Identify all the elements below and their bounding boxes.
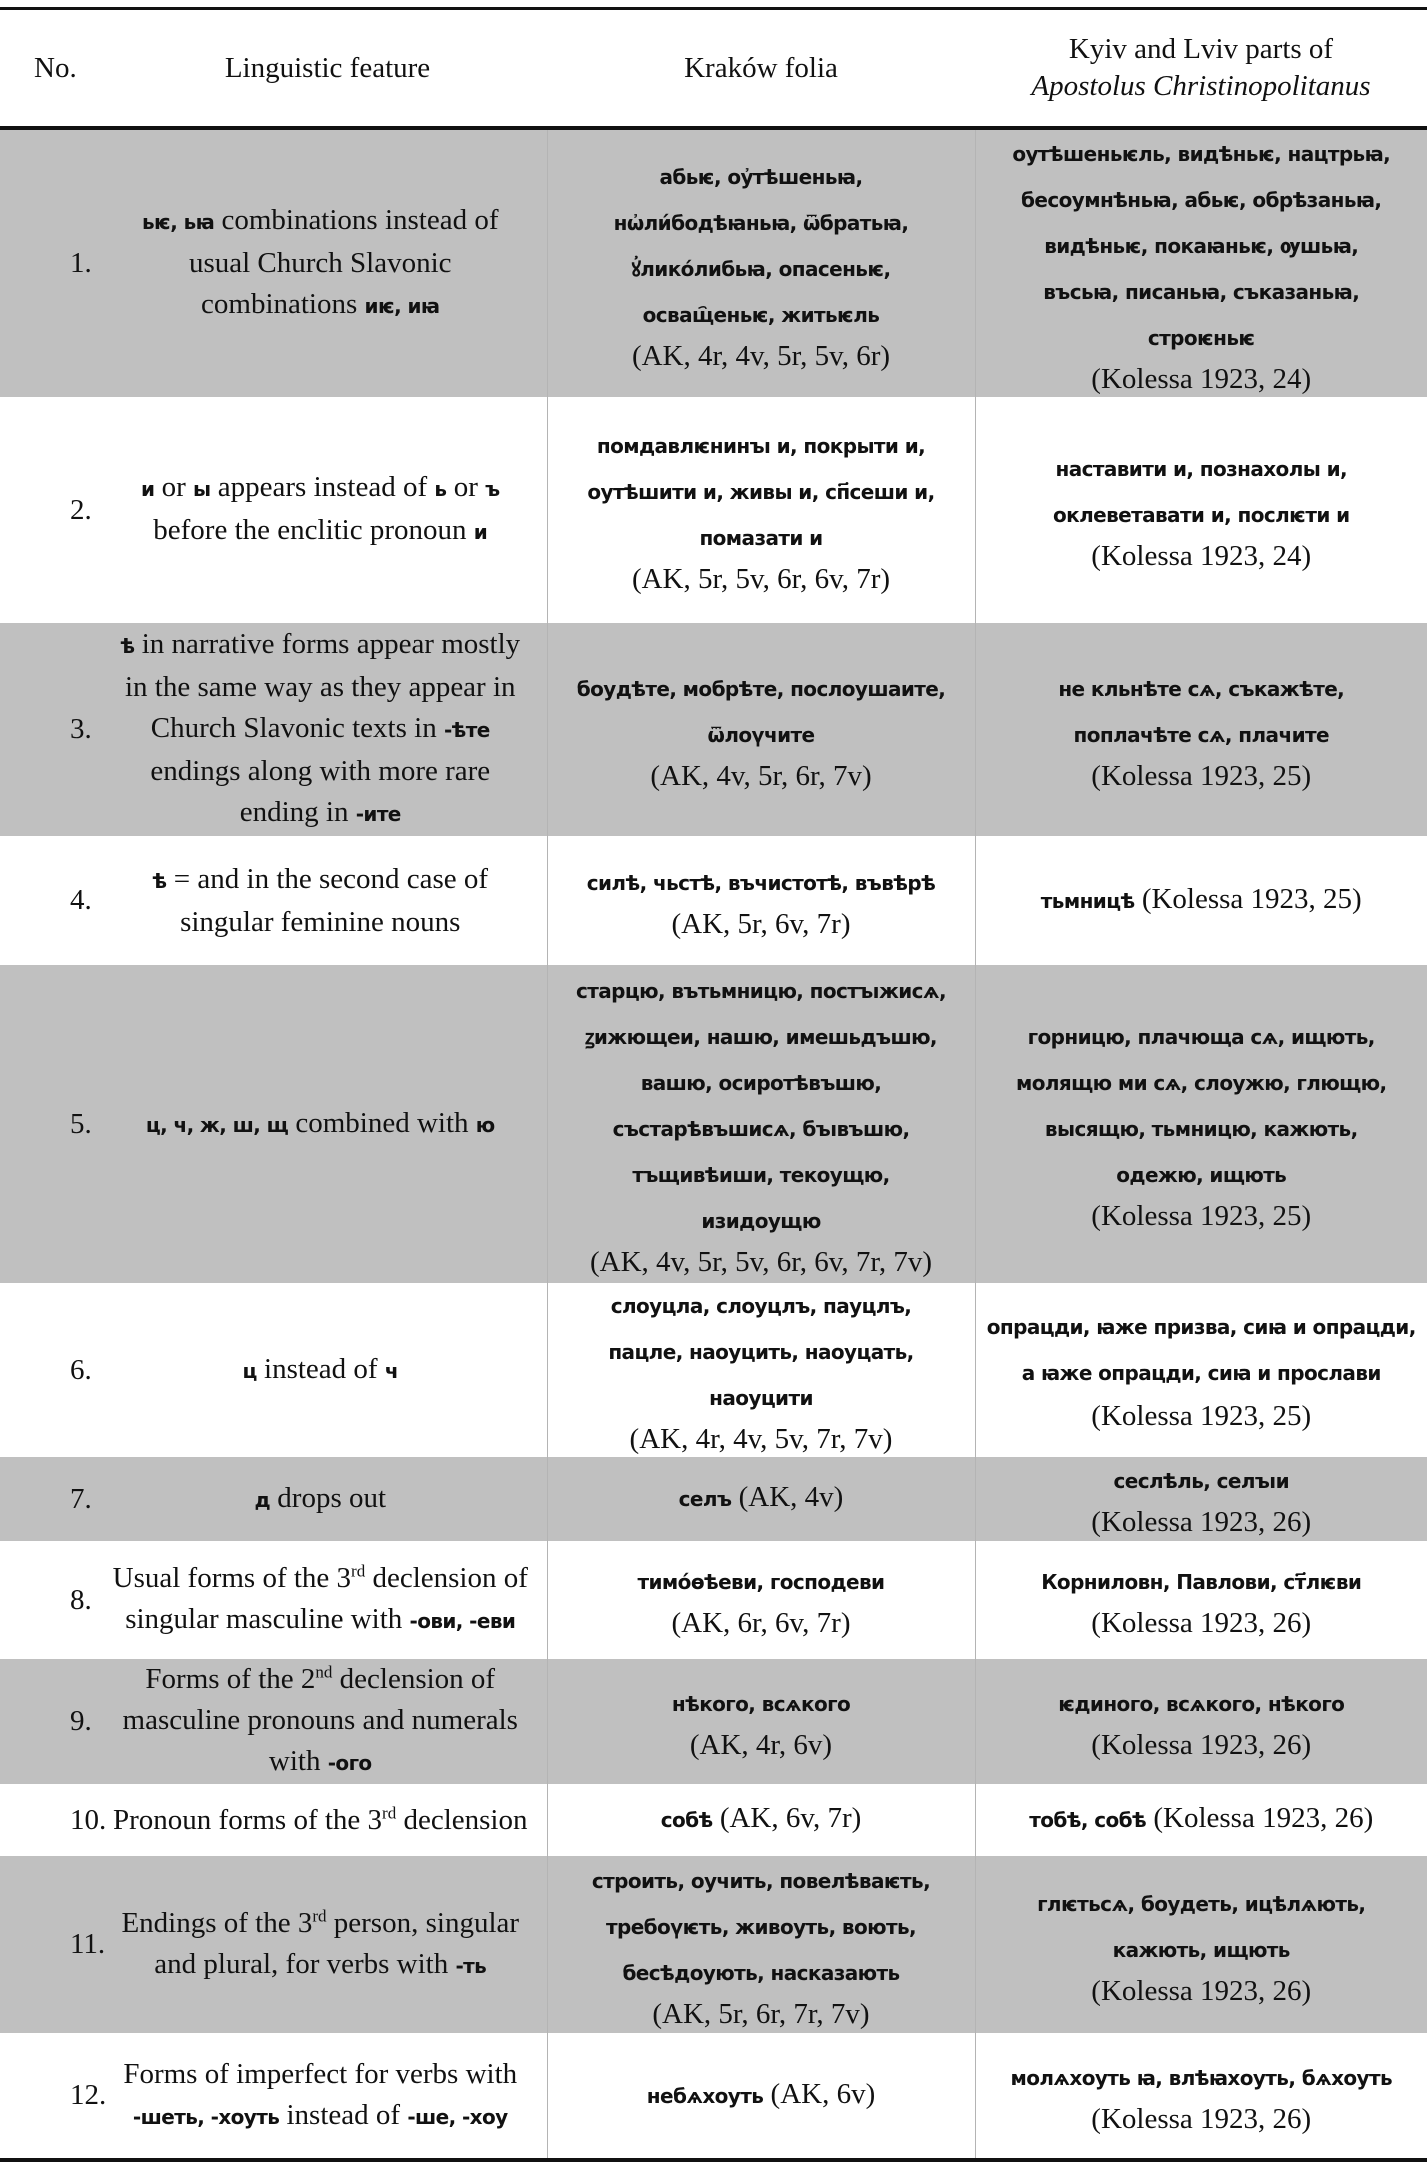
- church-slavonic-form: ю: [475, 1112, 495, 1137]
- kyiv-forms: Корниловн, Павлови, ст҃лѥви: [1041, 1570, 1362, 1594]
- feature-text: endings along with more rare ending in: [150, 755, 491, 828]
- kyiv-reference: (Kolessa 1923, 25): [1091, 759, 1312, 792]
- feature-text: person, singular and plural, for verbs with: [154, 1906, 520, 1980]
- krakow-forms: небѧхоуть: [646, 2083, 764, 2108]
- kyiv-cell: [975, 623, 1427, 836]
- kyiv-forms: сеслѣль, селъıи: [1113, 1469, 1289, 1493]
- feature-text: rd: [312, 1905, 327, 1925]
- feature-text: Endings of the 3: [121, 1906, 313, 1939]
- kyiv-reference: (Kolessa 1923, 26): [1091, 2102, 1312, 2135]
- table-row: [0, 1541, 1427, 1659]
- krakow-reference: (AK, 6v): [770, 2077, 876, 2110]
- kyiv-reference: (Kolessa 1923, 25): [1141, 882, 1362, 915]
- church-slavonic-form: -ть: [455, 1953, 487, 1978]
- church-slavonic-form: иѥ, иꙗ: [364, 294, 440, 318]
- feature-text: or: [154, 471, 194, 503]
- church-slavonic-form: -ше, -хоу: [407, 2104, 508, 2129]
- header-kyiv-line2: Apostolus Christinopolitanus: [1031, 70, 1371, 102]
- kyiv-cell: [975, 1283, 1427, 1457]
- feature-text: combinations instead of usual Church Slavonic combinations: [188, 204, 499, 320]
- kyiv-cell: [975, 1457, 1427, 1541]
- table-row: [0, 128, 1427, 397]
- feature-text: declension: [396, 1803, 528, 1836]
- church-slavonic-form: и: [473, 520, 488, 544]
- krakow-cell: [547, 1784, 975, 1856]
- feature-cell: [108, 1784, 547, 1856]
- kyiv-cell: [975, 1541, 1427, 1659]
- kyiv-cell: [975, 128, 1427, 397]
- row-number: 6.: [0, 1283, 108, 1457]
- kyiv-reference: (Kolessa 1923, 25): [1091, 1399, 1312, 1432]
- krakow-reference: (AK, 4r, 4v, 5v, 7r, 7v): [629, 1423, 893, 1455]
- header-kyiv-line1: Kyiv and Lviv parts of: [1068, 33, 1334, 65]
- church-slavonic-form: -ого: [327, 1751, 372, 1775]
- church-slavonic-form: -ови, -еви: [409, 1609, 516, 1633]
- krakow-forms: абьѥ, оу҆тѣшеньꙗ, нѡ҆ли́бодѣꙗньꙗ, ѿбратьꙗ, ꙋ҆лико́либьꙗ, опасеньѥ, осващ҄еньѥ, житьѥль: [613, 164, 909, 327]
- row-number: 4.: [0, 836, 108, 965]
- kyiv-reference: (Kolessa 1923, 26): [1091, 1506, 1312, 1538]
- church-slavonic-form: ѣ: [120, 634, 135, 658]
- kyiv-cell: [975, 2033, 1427, 2160]
- table-body: [0, 128, 1427, 2160]
- church-slavonic-form: ц, ч, ж, ш, щ: [145, 1112, 289, 1137]
- feature-cell: [108, 1541, 547, 1659]
- krakow-reference: (AK, 6v, 7r): [719, 1802, 862, 1834]
- church-slavonic-form: ы: [193, 477, 211, 501]
- table-row: [0, 965, 1427, 1283]
- krakow-cell: [547, 2033, 975, 2160]
- table-row: [0, 1784, 1427, 1856]
- krakow-cell: [547, 128, 975, 397]
- table-row: [0, 836, 1427, 965]
- kyiv-reference: (Kolessa 1923, 26): [1153, 1802, 1374, 1834]
- feature-text: instead of: [256, 1352, 385, 1385]
- krakow-reference: (AK, 4r, 6v): [689, 1728, 833, 1761]
- kyiv-forms: тобѣ, собѣ: [1029, 1808, 1147, 1832]
- church-slavonic-form: ь: [434, 477, 447, 501]
- krakow-forms: собѣ: [660, 1808, 713, 1832]
- krakow-forms: помдавлѥнинъı и, покрыти и, оутѣшити и, живы и, сп҃сеши и, помазати и: [587, 434, 935, 550]
- header-krakow: Kraków folia: [547, 10, 975, 128]
- krakow-cell: [547, 965, 975, 1283]
- kyiv-cell: [975, 965, 1427, 1283]
- linguistic-features-table: [0, 10, 1427, 2162]
- krakow-cell: [547, 1659, 975, 1784]
- feature-text: = and in the second case of singular feminine nouns: [166, 862, 489, 938]
- krakow-cell: [547, 1457, 975, 1541]
- kyiv-forms: молѧхоуть ꙗ, влѣꙗхоуть, бѧхоуть: [1010, 2065, 1393, 2090]
- feature-text: Forms of imperfect for verbs with: [123, 2057, 518, 2090]
- krakow-reference: (AK, 5r, 6v, 7r): [671, 907, 851, 940]
- church-slavonic-form: ъ: [485, 477, 500, 501]
- kyiv-reference: (Kolessa 1923, 24): [1091, 540, 1312, 572]
- kyiv-cell: [975, 397, 1427, 623]
- krakow-forms: строить, оучить, повелѣваѥть, требоүѥть, живоуть, воють, бесѣдоують, насказають: [591, 1868, 931, 1985]
- row-number: 11.: [0, 1856, 108, 2033]
- row-number: 12.: [0, 2033, 108, 2160]
- kyiv-forms: ѥдиного, всѧкого, нѣкого: [1058, 1691, 1345, 1716]
- krakow-forms: тимо́ѳѣеви, господеви: [637, 1570, 885, 1594]
- table-row: [0, 2033, 1427, 2160]
- row-number: 10.: [0, 1784, 108, 1856]
- header-row: [0, 10, 1427, 128]
- krakow-cell: [547, 836, 975, 965]
- kyiv-forms: оутѣшеньѥль, видѣньѥ, нацтрьꙗ, бесоумнѣньꙗ, абьѥ, обрѣзаньꙗ, видѣньѥ, покаꙗньѥ, ѹшьꙗ, въсьꙗ, писаньꙗ, съказаньꙗ, строѥньѥ: [1012, 141, 1391, 350]
- feature-cell: [108, 2033, 547, 2160]
- feature-text: in narrative forms appear mostly in the same way as they appear in Church Slavonic texts in: [124, 628, 521, 744]
- feature-cell: [108, 965, 547, 1283]
- feature-cell: [108, 1457, 547, 1541]
- church-slavonic-form: ѣ: [152, 868, 167, 893]
- row-number: 7.: [0, 1457, 108, 1541]
- table-row: [0, 623, 1427, 836]
- header-feature: Linguistic feature: [108, 10, 547, 128]
- feature-text: rd: [382, 1802, 397, 1822]
- feature-cell: [108, 1856, 547, 2033]
- table-row: [0, 1856, 1427, 2033]
- kyiv-reference: (Kolessa 1923, 24): [1091, 362, 1312, 395]
- kyiv-forms: горницю, плачюща сѧ, ищють, молящю ми сѧ, слоужю, глющю, высящю, тьмницю, кажють, одежю, ищють: [1015, 1025, 1387, 1187]
- row-number: 2.: [0, 397, 108, 623]
- krakow-reference: (AK, 4v, 5r, 6r, 7v): [650, 759, 872, 792]
- kyiv-cell: [975, 1659, 1427, 1784]
- church-slavonic-form: -шеть, -хоуть: [132, 2104, 280, 2129]
- church-slavonic-form: и: [140, 477, 155, 501]
- kyiv-forms: глѥтьсѧ, боудеть, ицѣлѧють, кажють, ищють: [1037, 1891, 1366, 1962]
- church-slavonic-form: -ите: [355, 802, 401, 826]
- feature-text: Pronoun forms of the 3: [113, 1803, 383, 1836]
- krakow-forms: старцю, вътьмницю, постъıжисѧ, ꙁижющеи, нашю, имешьдъшю, вашю, осиротѣвъшю, състарѣвъшисѧ, бъıвъшю, тъщивѣиши, текоущю, изидоущю: [576, 979, 946, 1233]
- church-slavonic-form: ц: [242, 1358, 257, 1383]
- feature-cell: [108, 623, 547, 836]
- row-number: 8.: [0, 1541, 108, 1659]
- kyiv-cell: [975, 836, 1427, 965]
- feature-text: Usual forms of the 3: [112, 1562, 352, 1594]
- feature-text: nd: [315, 1662, 333, 1682]
- krakow-forms: нѣкого, всѧкого: [671, 1691, 851, 1716]
- kyiv-cell: [975, 1784, 1427, 1856]
- feature-cell: [108, 397, 547, 623]
- krakow-cell: [547, 1283, 975, 1457]
- krakow-reference: (AK, 4v, 5r, 5v, 6r, 6v, 7r, 7v): [589, 1246, 933, 1278]
- feature-text: before the enclitic pronoun: [153, 514, 474, 546]
- table-row: [0, 1283, 1427, 1457]
- row-number: 5.: [0, 965, 108, 1283]
- krakow-reference: (AK, 5r, 6r, 7r, 7v): [652, 1997, 870, 2030]
- krakow-cell: [547, 1541, 975, 1659]
- kyiv-forms: наставити и, познахолы и, оклеветавати и, послѥти и: [1052, 457, 1350, 527]
- feature-text: instead of: [279, 2098, 408, 2131]
- table-row: [0, 397, 1427, 623]
- krakow-forms: силѣ, чьстѣ, въчистотѣ, въвѣрѣ: [586, 870, 936, 895]
- header-no: No.: [0, 10, 108, 128]
- kyiv-reference: (Kolessa 1923, 26): [1091, 1974, 1312, 2007]
- feature-cell: [108, 128, 547, 397]
- krakow-reference: (AK, 4r, 4v, 5r, 5v, 6r): [631, 339, 891, 372]
- feature-cell: [108, 836, 547, 965]
- feature-text: declension of singular masculine with: [125, 1562, 528, 1635]
- feature-text: combined with: [288, 1106, 476, 1139]
- feature-cell: [108, 1283, 547, 1457]
- krakow-cell: [547, 397, 975, 623]
- krakow-cell: [547, 1856, 975, 2033]
- kyiv-reference: (Kolessa 1923, 26): [1091, 1607, 1312, 1639]
- church-slavonic-form: ч: [384, 1358, 398, 1383]
- church-slavonic-form: -ѣте: [443, 718, 490, 742]
- krakow-reference: (AK, 5r, 5v, 6r, 6v, 7r): [631, 563, 891, 595]
- feature-cell: [108, 1659, 547, 1784]
- kyiv-reference: (Kolessa 1923, 25): [1091, 1200, 1312, 1232]
- krakow-reference: (AK, 4v): [738, 1481, 844, 1513]
- row-number: 9.: [0, 1659, 108, 1784]
- church-slavonic-form: ьѥ, ьꙗ: [141, 210, 215, 234]
- church-slavonic-form: д: [254, 1487, 271, 1512]
- kyiv-cell: [975, 1856, 1427, 2033]
- table-row: [0, 1457, 1427, 1541]
- krakow-forms: селъ: [678, 1487, 732, 1511]
- feature-text: drops out: [270, 1481, 387, 1514]
- krakow-reference: (AK, 6r, 6v, 7r): [671, 1607, 851, 1639]
- kyiv-reference: (Kolessa 1923, 26): [1091, 1728, 1312, 1761]
- kyiv-forms: тьмницѣ: [1040, 888, 1135, 913]
- row-number: 3.: [0, 623, 108, 836]
- row-number: 1.: [0, 128, 108, 397]
- header-kyiv: [975, 10, 1427, 128]
- feature-text: declension of masculine pronouns and numerals with: [122, 1663, 518, 1777]
- kyiv-forms: не кльнѣте сѧ, съкажѣте, поплачѣте сѧ, плачите: [1058, 676, 1345, 747]
- feature-text: appears instead of: [210, 471, 435, 503]
- feature-text: or: [446, 471, 486, 503]
- krakow-forms: боудѣте, мобрѣте, послоушаите, ѿлоүчите: [576, 676, 946, 747]
- kyiv-forms: опрацди, ꙗже призва, сиꙗ и опрацди, а ꙗже опрацди, сиꙗ и прослави: [986, 1314, 1416, 1385]
- krakow-cell: [547, 623, 975, 836]
- feature-text: Forms of the 2: [145, 1663, 316, 1695]
- krakow-forms: слоуцла, слоуцлъ, пауцлъ, пацле, наоуцить, наоуцать, наоуцити: [608, 1294, 914, 1410]
- feature-text: rd: [351, 1561, 366, 1581]
- table-row: [0, 1659, 1427, 1784]
